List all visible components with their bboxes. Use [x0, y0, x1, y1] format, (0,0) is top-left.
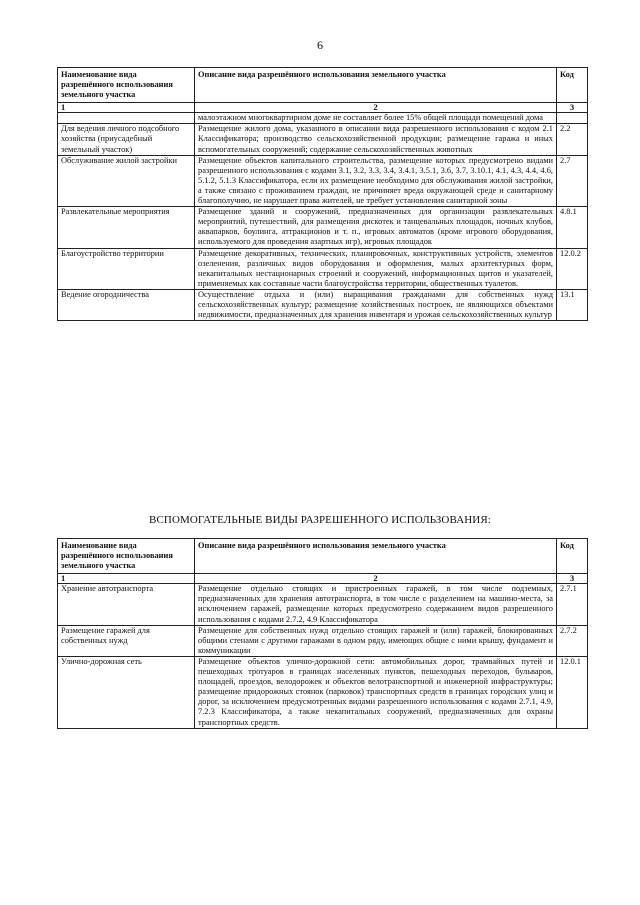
table-row	[58, 584, 588, 625]
table-row	[58, 656, 588, 728]
use-description: Размещение для собственных нужд отдельно стоящих гаражей и (или) гаражей, блокированных общими стенами с другими гаражами в одном ряду, имеющих общие с ними крышу, фундамент и коммуникации	[195, 625, 557, 656]
use-description: Размещение зданий и сооружений, предназначенных для организации развлекательных мероприятий, путешествий, для размещения дискотек и танцевальных площадок, ночных клубов, аквапарков, боулинга, аттракционов и т. п., игровых автоматов (кроме игрового оборудования, используемого для проведения азартных игр), игровых площадок	[195, 207, 557, 248]
header-name: Наименование вида разрешённого использования земельного участка	[58, 539, 195, 574]
column-number-row	[58, 574, 588, 584]
col-number-2: 2	[195, 103, 557, 113]
table-row	[58, 625, 588, 656]
use-description: Размещение объектов капитального строительства, размещение которых предусмотрено видами разрешенного использования с кодами 3.1, 3.2, 3.3, 3.4, 3.4.1, 3.5.1, 3.6, 3.7, 3.10.1, 4.1, 4.3, 4.4, 4.6, 5.1.2, 5.1.3 Классификатора, если их размещение необходимо для обслуживания жилой застройки, а также связано с проживанием граждан, не причиняет вреда окружающей среде и санитарному благополучию, не нарушает права жителей, не требует установления санитарной зоны	[195, 155, 557, 206]
col-number-3: 3	[557, 103, 588, 113]
use-name: Обслуживание жилой застройки	[58, 155, 195, 206]
use-description: Размещение жилого дома, указанного в описании вида разрешенного использования с кодом 2.1 Классификатора; производство сельскохозяйственной продукции; размещение гаража и иных вспомогательных сооружений; содержание сельскохозяйственных животных	[195, 124, 557, 155]
table-header-row	[58, 539, 588, 574]
table-row	[58, 155, 588, 206]
use-code: 2.2	[557, 124, 588, 155]
auxiliary-use-table	[57, 538, 588, 729]
use-name: Хранение автотранспорта	[58, 584, 195, 625]
use-description: Размещение объектов улично-дорожной сети: автомобильных дорог, трамвайных путей и пешеходных тротуаров в границах населенных пунктов, пешеходных переходов, бульваров, площадей, проездов, велодорожек и объектов велотранспортной и инженерной инфраструктуры; размещение придорожных стоянок (парковок) транспортных средств в границах городских улиц и дорог, за исключением предусмотренных видами разрешенного использования с кодами 2.7.1, 4.9, 7.2.3 Классификатора, а также некапитальных сооружений, предназначенных для охраны транспортных средств.	[195, 656, 557, 728]
permitted-use-table	[57, 67, 588, 321]
use-code: 4.8.1	[557, 207, 588, 248]
header-description: Описание вида разрешённого использования земельного участка	[195, 539, 557, 574]
use-name: Благоустройство территории	[58, 248, 195, 289]
use-description: Размещение отдельно стоящих и пристроенных гаражей, в том числе подземных, предназначенных для хранения автотранспорта, в том числе с разделением на машино-места, за исключением гаражей, размещение которых предусмотрено содержанием видов разрешенного использования с кодами 2.7.2, 4.9 Классификатора	[195, 584, 557, 625]
use-description: Размещение декоративных, технических, планировочных, конструктивных устройств, элементов озеленения, различных видов оборудования и оформления, малых архитектурных форм, некапитальных нестационарных строений и сооружений, информационных щитов и указателей, применяемых как составные части благоустройства территории, общественных туалетов.	[195, 248, 557, 289]
table-row	[58, 289, 588, 320]
page-number: 6	[317, 38, 323, 52]
use-name: Развлекательные мероприятия	[58, 207, 195, 248]
table-row	[58, 124, 588, 155]
col-number-3: 3	[557, 574, 588, 584]
use-name: Для ведения личного подсобного хозяйства (приусадебный земельный участок)	[58, 124, 195, 155]
use-code: 13.1	[557, 289, 588, 320]
col-number-2: 2	[195, 574, 557, 584]
continuation-text: малоэтажном многоквартирном доме не составляет более 15% общей площади помещений дома	[195, 113, 557, 124]
use-code: 2.7.2	[557, 625, 588, 656]
use-code: 2.7.1	[557, 584, 588, 625]
header-code: Код	[557, 539, 588, 574]
use-code: 12.0.2	[557, 248, 588, 289]
use-name: Размещение гаражей для собственных нужд	[58, 625, 195, 656]
use-code: 12.0.1	[557, 656, 588, 728]
header-name: Наименование вида разрешённого использования земельного участка	[58, 68, 195, 103]
section-title: ВСПОМОГАТЕЛЬНЫЕ ВИДЫ РАЗРЕШЕННОГО ИСПОЛЬЗОВАНИЯ:	[149, 514, 491, 526]
table-row	[58, 248, 588, 289]
use-name: Улично-дорожная сеть	[58, 656, 195, 728]
col-number-1: 1	[58, 103, 195, 113]
col-number-1: 1	[58, 574, 195, 584]
table-header-row	[58, 68, 588, 103]
table-row	[58, 207, 588, 248]
header-code: Код	[557, 68, 588, 103]
use-code: 2.7	[557, 155, 588, 206]
use-name: Ведение огородничества	[58, 289, 195, 320]
column-number-row	[58, 103, 588, 113]
table-row	[58, 113, 588, 124]
use-description: Осуществление отдыха и (или) выращивания гражданами для собственных нужд сельскохозяйственных культур; размещение хозяйственных построек, не являющихся объектами недвижимости, предназначенных для хранения инвентаря и урожая сельскохозяйственных культур	[195, 289, 557, 320]
header-description: Описание вида разрешённого использования земельного участка	[195, 68, 557, 103]
